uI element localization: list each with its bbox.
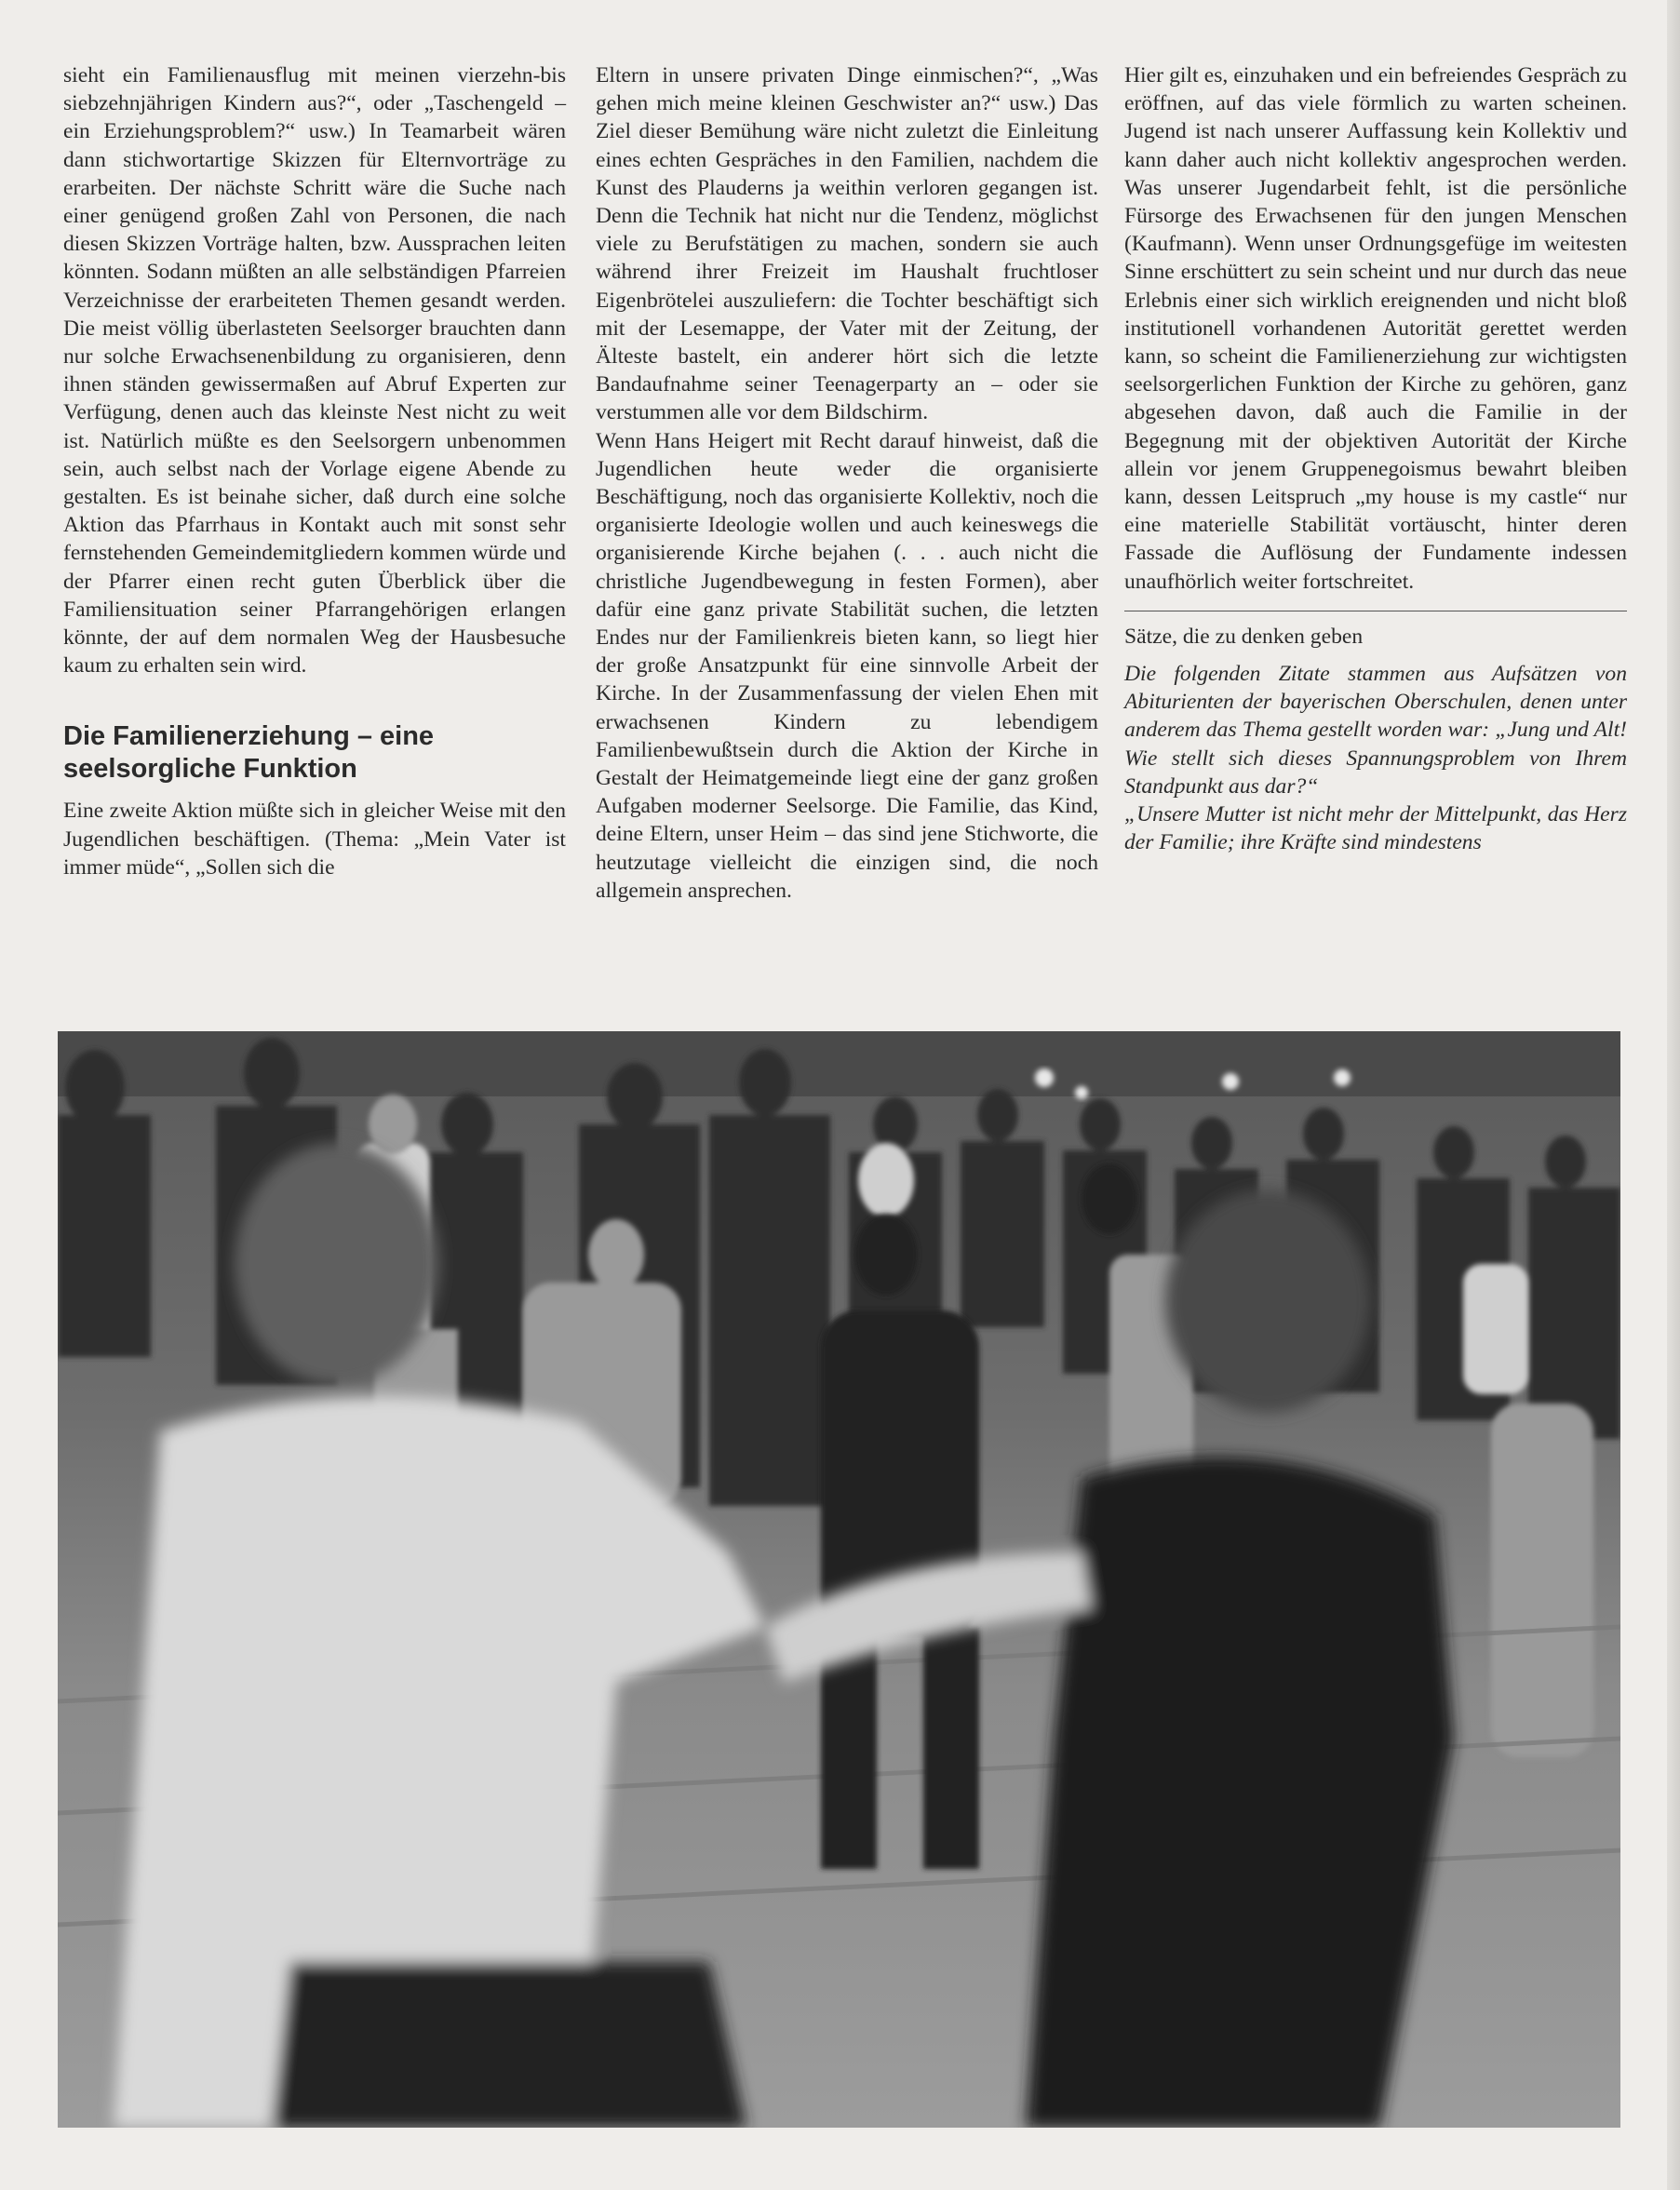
body-paragraph: Eine zweite Aktion müßte sich in gleicher Weise mit den Jugendlichen beschäftigen. (Thema: „Mein Vater ist immer müde“, „Sollen sich die	[63, 799, 566, 880]
body-paragraph: Wenn Hans Heigert mit Recht darauf hinweist, daß die Jugendlichen heute weder die organisierte Beschäftigung, noch das organisierte Kollektiv, noch die organisierte Ideologie wollen und auch keineswegs die organisierende Kirche bejahen (. . . auch nicht die christliche Jugendbewegung in festen Formen), aber dafür eine ganz private Stabilität suchen, die letzten Endes nur der Familienkreis bieten kann, so liegt hier der große Ansatzpunkt für eine sinnvolle Arbeit der Kirche. In der Zusammenfassung der vielen Ehen mit erwachsenen Kindern zu lebendigem Familienbewußtsein durch die Aktion der Kirche in Gestalt der Heimatgemeinde liegt eine der ganz großen Aufgaben moderner Seelsorge. Die Familie, das Kind, deine Eltern, unser Heim – das sind jene Stichworte, die heutzutage vielleicht die einzigen sind, die noch allgemein ansprechen.	[596, 428, 1098, 903]
page-edge	[1667, 0, 1680, 2190]
body-paragraph: sieht ein Familienausflug mit meinen vierzehn-bis siebzehnjährigen Kindern aus?“, oder „Taschengeld – ein Erziehungsproblem?“ usw.) In Teamarbeit wären dann stichwortartige Skizzen für Elternvorträge zu erarbeiten. Der nächste Schritt wäre die Suche nach einer genügend großen Zahl von Personen, die nach diesen Skizzen Vorträge halten, bzw. Aussprachen leiten könnten. Sodann müßten an alle selbständigen Pfarreien Verzeichnisse der erarbeiteten Themen gesandt werden. Die meist völlig überlasteten Seelsorger brauchten dann nur solche Erwachsenenbildung zu organisieren, denn ihnen ständen gewissermaßen auf Abruf Experten zur Verfügung, denen auch das kleinste Nest nicht zu weit ist. Natürlich müßte es den Seelsorgern unbenommen sein, auch selbst nach der Vorlage eigene Abende zu gestalten. Es ist beinahe sicher, daß durch eine solche Aktion das Pfarrhaus in Kontakt auch mit sonst sehr fernstehenden Gemeindemitgliedern kommen würde und der Pfarrer einen recht guten Überblick über die Familiensituation seiner Pfarrangehörigen erlangen könnte, der auf dem normalen Weg der Hausbesuche kaum zu erhalten sein wird.	[63, 63, 566, 678]
quote-text: „Unsere Mutter ist nicht mehr der Mittelpunkt, das Herz der Familie; ihre Kräfte sind mindestens	[1124, 802, 1627, 855]
dance-photo	[58, 1031, 1620, 2128]
column-1	[63, 61, 566, 881]
body-paragraph: Eltern in unsere privaten Dinge einmischen?“, „Was gehen mich meine kleinen Geschwister an?“ usw.) Das Ziel dieser Bemühung wäre nicht zuletzt die Einleitung eines echten Gespräches in den Familien, nachdem die Kunst des Plauderns ja weithin verloren gegangen ist. Denn die Technik hat nicht nur die Tendenz, möglichst viele zu Berufstätigen zu machen, sondern sie auch während ihrer Freizeit im Haushalt fruchtloser Eigenbrötelei auszuliefern: die Tochter beschäftigt sich mit der Lesemappe, der Vater mit der Zeitung, der Älteste bastelt, ein anderer hört sich die letzte Bandaufnahme seiner Teenagerparty an – oder sie verstummen alle vor dem Bildschirm.	[596, 63, 1098, 425]
sidebar-title: Sätze, die zu denken geben	[1124, 624, 1364, 649]
body-paragraph: Hier gilt es, einzuhaken und ein befreiendes Gespräch zu eröffnen, auf das viele förmlich zu warten scheinen. Jugend ist nach unserer Auffassung kein Kollektiv und kann daher auch nicht kollektiv angesprochen werden. Was unserer Jugendarbeit fehlt, ist die persönliche Fürsorge des Erwachsenen für den jungen Menschen (Kaufmann). Wenn unser Ordnungsgefüge im weitesten Sinne erschüttert zu sein scheint und nur durch das neue Erlebnis einer sich wirklich ereignenden und nicht bloß institutionell vorhandenen Autorität gerettet werden kann, so scheint die Familienerziehung zur wichtigsten seelsorgerlichen Funktion der Kirche zu gehören, ganz abgesehen davon, daß auch die Familie in der Begegnung mit der objektiven Autorität der Kirche allein vor jenem Gruppenegoismus bewahrt bleiben kann, dessen Leitspruch „my house is my castle“ nur eine materielle Stabilität vortäuscht, hinter deren Fassade die Auflösung der Fundamente indessen unaufhörlich weiter fortschreitet.	[1124, 63, 1627, 594]
column-3	[1124, 61, 1627, 856]
quote-intro: Die folgenden Zitate stammen aus Aufsätzen von Abiturienten der bayerischen Oberschulen, denen unter anderem das Thema gestellt worden war: „Jung und Alt! Wie stellt sich dieses Spannungsproblem von Ihrem Standpunkt aus dar?“	[1124, 662, 1627, 799]
column-2	[596, 61, 1098, 905]
section-heading: Die Familienerziehung – eine seelsorgliche Funktion	[63, 721, 435, 785]
